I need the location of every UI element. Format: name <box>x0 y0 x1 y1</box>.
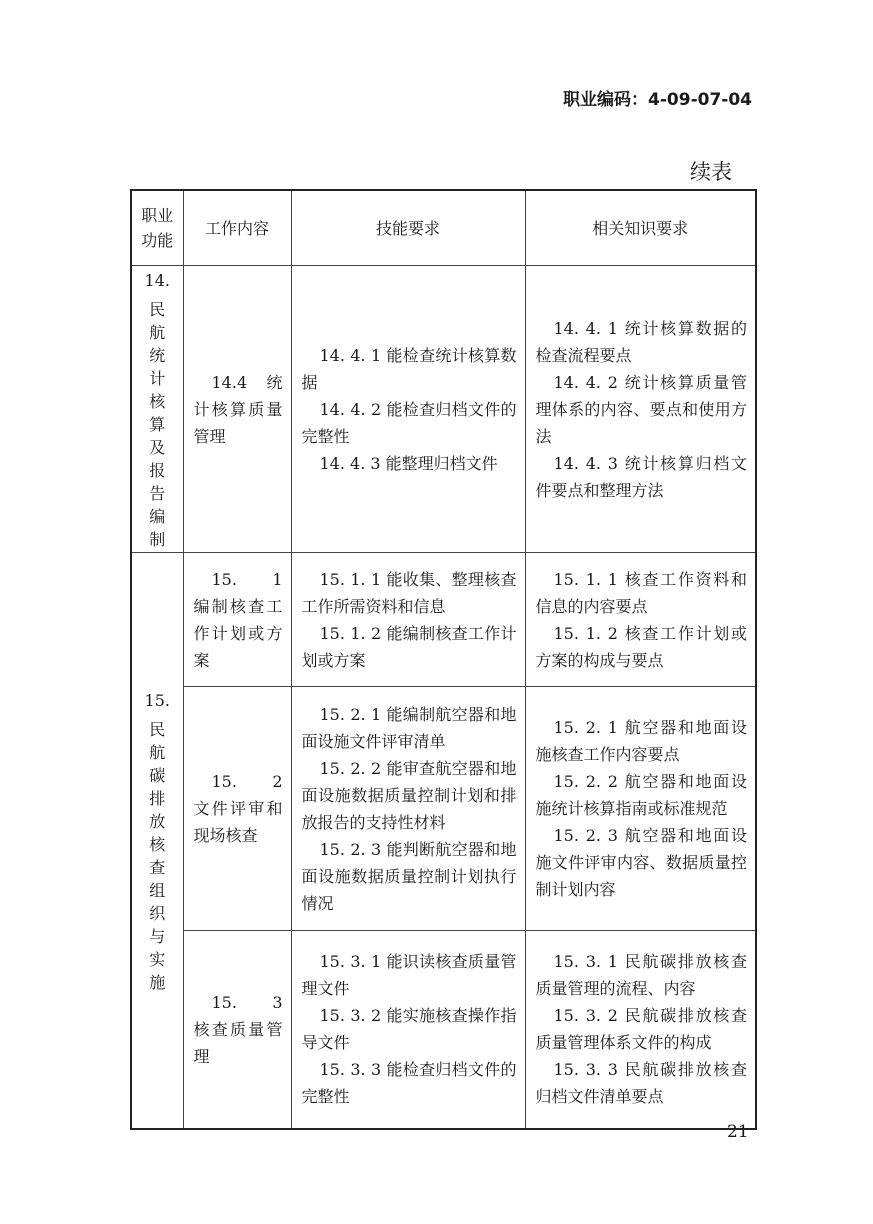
skill-item: 15. 2. 2 能审查航空器和地面设施数据质量控制计划和排放报告的支持性材料 <box>301 758 517 832</box>
table-row <box>131 687 756 931</box>
work-text: 15. 3 核查质量管理 <box>193 992 299 1066</box>
knowledge-item: 15. 2. 2 航空器和地面设施统计核算指南或标准规范 <box>535 772 747 818</box>
continued-label: 续表 <box>690 160 732 184</box>
knowledge-item: 15. 3. 2 民航碳排放核查质量管理体系文件的构成 <box>535 1006 747 1053</box>
function-name: 民航统计核算及报告编制 <box>149 300 166 549</box>
knowledge-item: 14. 4. 2 统计核算质量管理体系的内容、要点和使用方法 <box>535 372 747 446</box>
knowledge-cell <box>525 553 756 687</box>
knowledge-cell <box>525 687 756 931</box>
knowledge-item: 14. 4. 3 统计核算归档文件要点和整理方法 <box>535 453 747 500</box>
function-15 <box>131 553 183 1129</box>
function-number: 15. <box>144 690 170 710</box>
skill-item: 15. 2. 1 能编制航空器和地面设施文件评审清单 <box>301 704 517 751</box>
header-function <box>131 190 183 266</box>
knowledge-item: 15. 3. 3 民航碳排放核查归档文件清单要点 <box>535 1060 747 1107</box>
work-text: 15. 2 文件评审和现场核查 <box>193 772 299 845</box>
knowledge-cell <box>525 266 756 553</box>
skill-item: 14. 4. 2 能检查归档文件的完整性 <box>301 399 517 446</box>
knowledge-item: 15. 2. 1 航空器和地面设施核查工作内容要点 <box>535 718 747 764</box>
work-text: 14.4 统计核算质量管理 <box>193 372 283 446</box>
skill-item: 15. 1. 1 能收集、整理核查工作所需资料和信息 <box>301 569 517 616</box>
knowledge-item: 15. 2. 3 航空器和地面设施文件评审内容、数据质量控制计划内容 <box>535 826 747 899</box>
table-row <box>131 553 756 687</box>
function-number: 14. <box>144 271 170 290</box>
header-knowledge: 相关知识要求 <box>525 190 756 266</box>
function-14 <box>131 266 183 553</box>
work-text: 15. 1 编制核查工作计划或方案 <box>193 569 299 670</box>
skills-cell <box>291 266 525 553</box>
skill-item: 15. 2. 3 能判断航空器和地面设施数据质量控制计划执行情况 <box>301 839 517 913</box>
table-header-row <box>131 190 756 266</box>
page-number: 21 <box>727 1122 749 1142</box>
header-function-label: 职业 功能 <box>141 206 174 250</box>
occupation-code: 职业编码：4-09-07-04 <box>563 90 752 110</box>
function-name: 民航碳排放核查组织与实施 <box>149 719 166 992</box>
knowledge-item: 15. 3. 1 民航碳排放核查质量管理的流程、内容 <box>535 952 747 999</box>
skills-cell <box>291 931 525 1129</box>
knowledge-cell <box>525 931 756 1129</box>
skill-item: 15. 3. 3 能检查归档文件的完整性 <box>301 1060 517 1107</box>
skill-item: 15. 1. 2 能编制核查工作计划或方案 <box>301 623 517 670</box>
work-content <box>183 931 299 1129</box>
skill-item: 15. 3. 1 能识读核查质量管理文件 <box>301 952 517 999</box>
skills-cell <box>291 687 525 931</box>
work-content <box>183 687 299 931</box>
knowledge-item: 15. 1. 1 核查工作资料和信息的内容要点 <box>535 569 747 616</box>
work-content <box>183 266 291 553</box>
header-work: 工作内容 <box>183 190 291 266</box>
header-skills: 技能要求 <box>291 190 525 266</box>
table-row <box>131 931 756 1129</box>
work-content <box>183 553 299 687</box>
knowledge-item: 15. 1. 2 核查工作计划或方案的构成与要点 <box>535 623 747 670</box>
skill-item: 14. 4. 1 能检查统计核算数据 <box>301 345 517 392</box>
skills-table <box>130 189 757 1130</box>
knowledge-item: 14. 4. 1 统计核算数据的检查流程要点 <box>535 318 747 365</box>
skill-item: 14. 4. 3 能整理归档文件 <box>319 453 498 473</box>
table-row <box>131 266 756 553</box>
skill-item: 15. 3. 2 能实施核查操作指导文件 <box>301 1006 517 1053</box>
skills-cell <box>291 553 525 687</box>
